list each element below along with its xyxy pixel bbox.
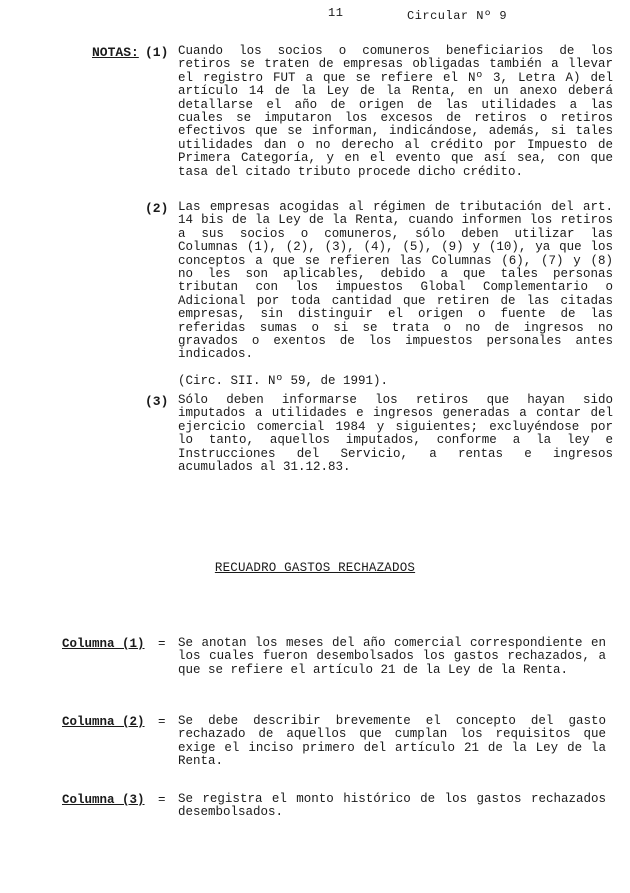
column-description: Se debe describir brevemente el concepto del gasto rechazado de aquellos que cumplan los requisitos que exige el inciso primero del artículo 21 de la Ley de la Renta. [178,714,606,769]
note-number: (1) [145,45,169,60]
column-label: Columna (2) [62,715,145,729]
column-separator: = [158,793,166,807]
column-description: Se registra el monto histórico de los gastos rechazados desembolsados. [178,792,606,820]
column-separator: = [158,637,166,651]
column-label: Columna (3) [62,793,145,807]
circular-header: Circular Nº 9 [407,9,508,23]
note-number: (3) [145,394,169,409]
column-separator: = [158,715,166,729]
column-label: Columna (1) [62,637,145,651]
note-item [145,394,613,484]
note-item [145,201,613,391]
note-text [178,45,613,179]
note-text [178,201,613,388]
page-number: 11 [328,6,344,20]
note-item [145,45,613,190]
column-definition [62,637,614,697]
column-definition [62,793,614,828]
note-number: (2) [145,201,169,216]
note-paragraph: Sólo deben informarse los retiros que hayan sido imputados a utilidades e ingresos generadas a contar del ejercicio comercial 1984 y siguientes; excluyéndose por lo tanto, aquellos imputados, conforme a la ley e Instrucciones del Servicio, a rentas e ingresos acumulados al 31.12.83. [178,393,613,475]
column-description: Se anotan los meses del año comercial correspondiente en los cuales fueron desembolsados los gastos rechazados, a que se refiere el artículo 21 de la Ley de la Renta. [178,636,606,677]
note-paragraph: Cuando los socios o comuneros beneficiarios de los retiros se traten de empresas obligadas también a llevar el registro FUT a que se refiere el Nº 3, Letra A) del artículo 14 de la Ley de la Renta, en un anexo deberá detallarse el año de origen de las utilidades a las cuales se imputaron los excesos de retiros o retiros efectivos que se informan, indicándose, además, si tales utilidades dan o no derecho al crédito por Impuesto de Primera Categoría, y en el evento que así sea, con que tasa del citado tributo procede dicho crédito. [178,44,613,179]
note-paragraph: Las empresas acogidas al régimen de tributación del art. 14 bis de la Ley de la Renta, cuando informen los retiros a sus socios o comuneros, sólo deben utilizar las Columnas (1), (2), (3), (4), (5), (9) y (10), ya que los conceptos a que se refieren las Columnas (6), (7) y (8) no les son aplicables, debido a que tales personas tributan con los impuestos Global Complementario o Adicional por toda cantidad que retiren de las citadas empresas, sin distinguir el origen o fuente de las referidas sumas o si se trata o no de ingresos no gravados o exentos de los impuestos personales antes indicados. [178,200,613,362]
notes-label: NOTAS: [92,45,139,60]
column-definition [62,715,614,770]
section-title: RECUADRO GASTOS RECHAZADOS [214,561,416,575]
note-text [178,394,613,474]
note-citation: (Circ. SII. Nº 59, de 1991). [178,373,389,388]
